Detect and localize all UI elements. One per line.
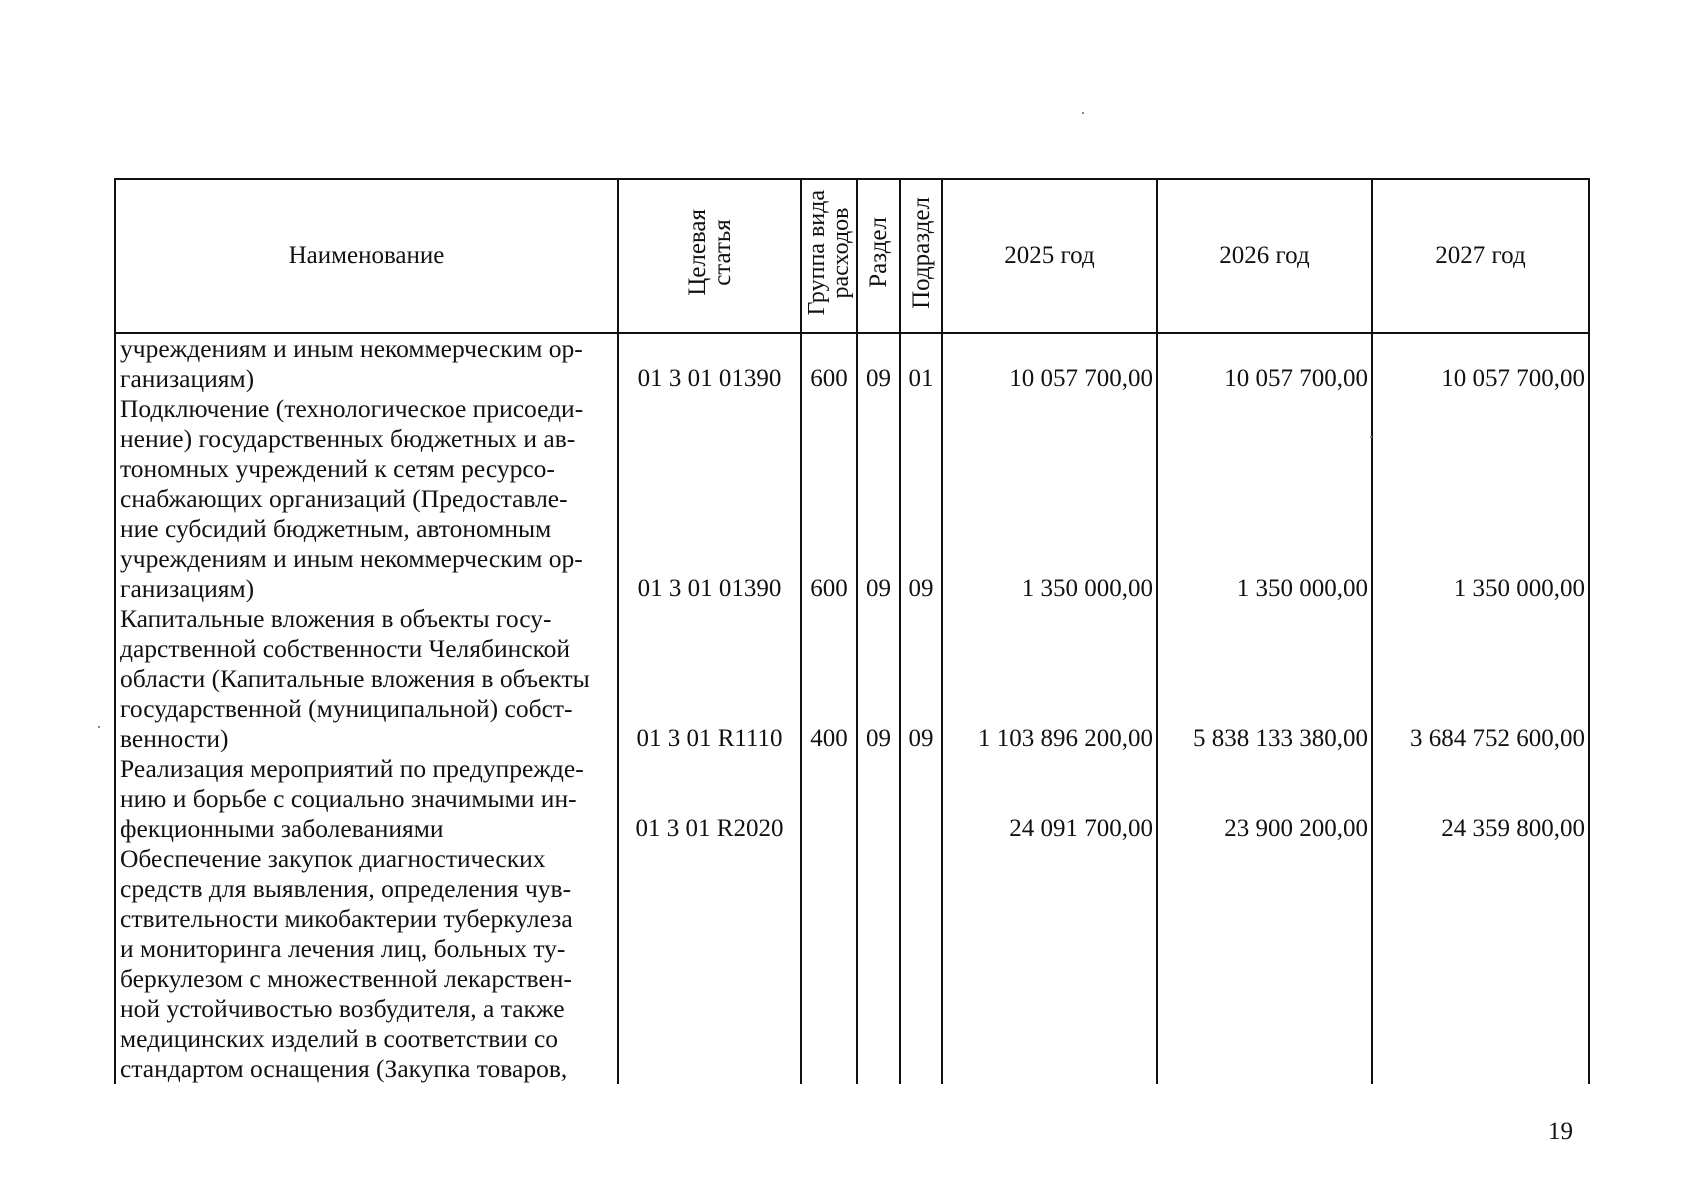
row-name: Реализация мероприятий по предупрежде- нию и борьбе с социально значимыми ин- фекционными заболеваниями (115, 754, 618, 844)
row-name: Обеспечение закупок диагностических средств для выявления, определения чув- ствительности микобактерии туберкулеза и мониторинга лечения лиц, больных ту- беркулезом с множественной лекарствен- ной устойчивостью возбудителя, а также медицинских изделий в соответствии со стандартом оснащения (Закупка товаров, (115, 844, 618, 1084)
table-row (115, 394, 1589, 604)
row-2026: 10 057 700,00 (1157, 333, 1372, 394)
row-2026: 5 838 133 380,00 (1157, 604, 1372, 754)
row-group (801, 844, 857, 1084)
row-subsection: 09 (900, 394, 942, 604)
header-section: Раздел (857, 179, 900, 333)
header-2027: 2027 год (1372, 179, 1589, 333)
row-subsection: 09 (900, 604, 942, 754)
row-code: 01 3 01 01390 (618, 333, 801, 394)
row-2025: 1 350 000,00 (942, 394, 1157, 604)
table-row (115, 754, 1589, 844)
row-2025: 10 057 700,00 (942, 333, 1157, 394)
row-group: 400 (801, 604, 857, 754)
scan-speck (98, 726, 100, 728)
row-2027: 10 057 700,00 (1372, 333, 1589, 394)
header-2026: 2026 год (1157, 179, 1372, 333)
row-section: 09 (857, 333, 900, 394)
scan-speck (1370, 436, 1372, 438)
table-row (115, 604, 1589, 754)
row-code: 01 3 01 01390 (618, 394, 801, 604)
header-row (115, 179, 1589, 333)
header-2025: 2025 год (942, 179, 1157, 333)
header-name: Наименование (115, 179, 618, 333)
row-2026: 23 900 200,00 (1157, 754, 1372, 844)
row-subsection: 01 (900, 333, 942, 394)
row-2026 (1157, 844, 1372, 1084)
row-2025: 24 091 700,00 (942, 754, 1157, 844)
row-section: 09 (857, 394, 900, 604)
row-2027 (1372, 844, 1589, 1084)
table-row (115, 844, 1589, 1084)
row-code: 01 3 01 R1110 (618, 604, 801, 754)
header-expense-group: Группа вида расходов (801, 179, 857, 333)
row-name: Капитальные вложения в объекты госу- дарственной собственности Челябинской области (Капитальные вложения в объекты государственной (муниципальной) собст- венности) (115, 604, 618, 754)
row-2027: 1 350 000,00 (1372, 394, 1589, 604)
row-subsection (900, 754, 942, 844)
row-section (857, 754, 900, 844)
row-group: 600 (801, 394, 857, 604)
row-2027: 24 359 800,00 (1372, 754, 1589, 844)
scan-speck (1082, 112, 1084, 114)
row-section: 09 (857, 604, 900, 754)
header-target-article: Целевая статья (618, 179, 801, 333)
row-code (618, 844, 801, 1084)
header-subsection: Подраздел (900, 179, 942, 333)
row-name: учреждениям и иным некоммерческим ор- ганизациям) (115, 333, 618, 394)
budget-table (114, 178, 1590, 1084)
row-name: Подключение (технологическое присоеди- нение) государственных бюджетных и ав- тономных учреждений к сетям ресурсо- снабжающих организаций (Предоставле- ние субсидий бюджетным, автономным учреждениям и иным некоммерческим ор- ганизациям) (115, 394, 618, 604)
row-group (801, 754, 857, 844)
table-row (115, 333, 1589, 394)
row-group: 600 (801, 333, 857, 394)
row-2027: 3 684 752 600,00 (1372, 604, 1589, 754)
row-code: 01 3 01 R2020 (618, 754, 801, 844)
row-section (857, 844, 900, 1084)
row-2026: 1 350 000,00 (1157, 394, 1372, 604)
page-number: 19 (1548, 1118, 1573, 1145)
row-2025: 1 103 896 200,00 (942, 604, 1157, 754)
row-2025 (942, 844, 1157, 1084)
row-subsection (900, 844, 942, 1084)
